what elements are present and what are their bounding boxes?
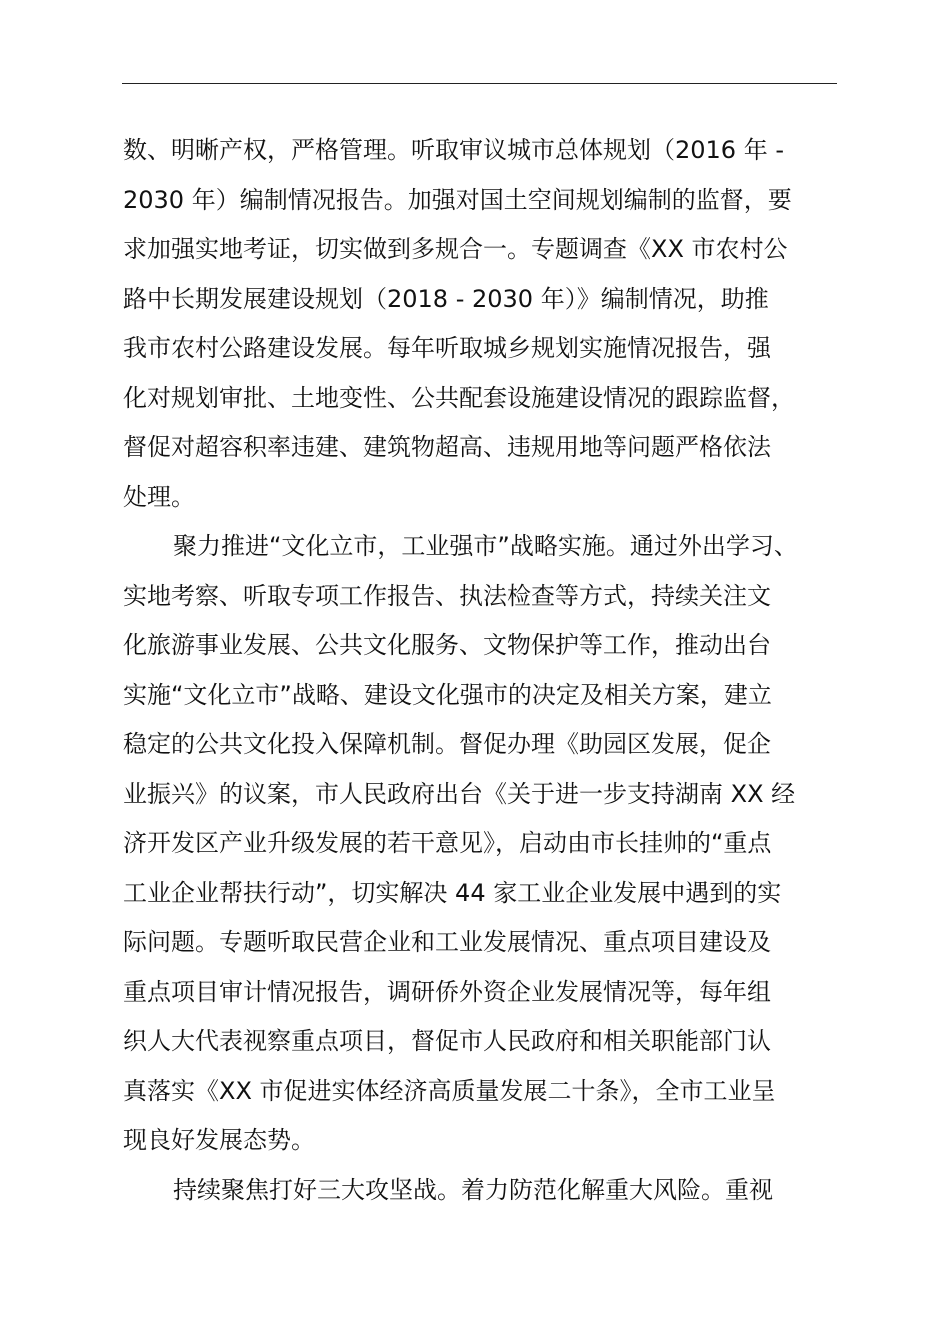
text-line: 化对规划审批、土地变性、公共配套设施建设情况的跟踪监督， bbox=[123, 383, 795, 412]
paragraph bbox=[123, 522, 863, 1166]
paragraph bbox=[123, 126, 863, 522]
text-line: 重点项目审计情况报告，调研侨外资企业发展情况等，每年组 bbox=[123, 977, 771, 1006]
text-line: 真落实《XX 市促进实体经济高质量发展二十条》，全市工业呈 bbox=[123, 1076, 776, 1105]
text-line: 持续聚焦打好三大攻坚战。着力防范化解重大风险。重视 bbox=[173, 1175, 773, 1204]
text-line: 稳定的公共文化投入保障机制。督促办理《助园区发展，促企 bbox=[123, 730, 771, 758]
document-body bbox=[123, 126, 863, 1215]
paragraph bbox=[123, 1166, 863, 1216]
text-line: 处理。 bbox=[123, 482, 195, 511]
text-line: 实施“文化立市”战略、建设文化强市的决定及相关方案，建立 bbox=[123, 680, 772, 709]
text-line: 织人大代表视察重点项目，督促市人民政府和相关职能部门认 bbox=[123, 1027, 771, 1055]
text-line: 工业企业帮扶行动”，切实解决 44 家工业企业发展中遇到的实 bbox=[123, 878, 782, 907]
text-line: 路中长期发展建设规划（2018 - 2030 年）》编制情况，助推 bbox=[123, 284, 769, 313]
text-line: 2030 年）编制情况报告。加强对国土空间规划编制的监督，要 bbox=[123, 185, 792, 214]
text-line: 求加强实地考证，切实做到多规合一。专题调查《XX 市农村公 bbox=[123, 235, 788, 263]
header-rule bbox=[122, 83, 837, 84]
text-line: 实地考察、听取专项工作报告、执法检查等方式，持续关注文 bbox=[123, 581, 771, 610]
text-line: 济开发区产业升级发展的若干意见》，启动由市长挂帅的“重点 bbox=[123, 829, 772, 857]
text-line: 现良好发展态势。 bbox=[123, 1126, 315, 1154]
text-line: 际问题。专题听取民营企业和工业发展情况、重点项目建设及 bbox=[123, 928, 771, 956]
text-line: 业振兴》的议案，市人民政府出台《关于进一步支持湖南 XX 经 bbox=[123, 779, 796, 808]
text-line: 聚力推进“文化立市，工业强市”战略实施。通过外出学习、 bbox=[173, 532, 798, 560]
text-line: 数、明晰产权，严格管理。听取审议城市总体规划（2016 年 - bbox=[123, 136, 784, 164]
text-line: 督促对超容积率违建、建筑物超高、违规用地等问题严格依法 bbox=[123, 433, 771, 461]
text-line: 我市农村公路建设发展。每年听取城乡规划实施情况报告，强 bbox=[123, 334, 771, 362]
text-line: 化旅游事业发展、公共文化服务、文物保护等工作，推动出台 bbox=[123, 631, 771, 659]
